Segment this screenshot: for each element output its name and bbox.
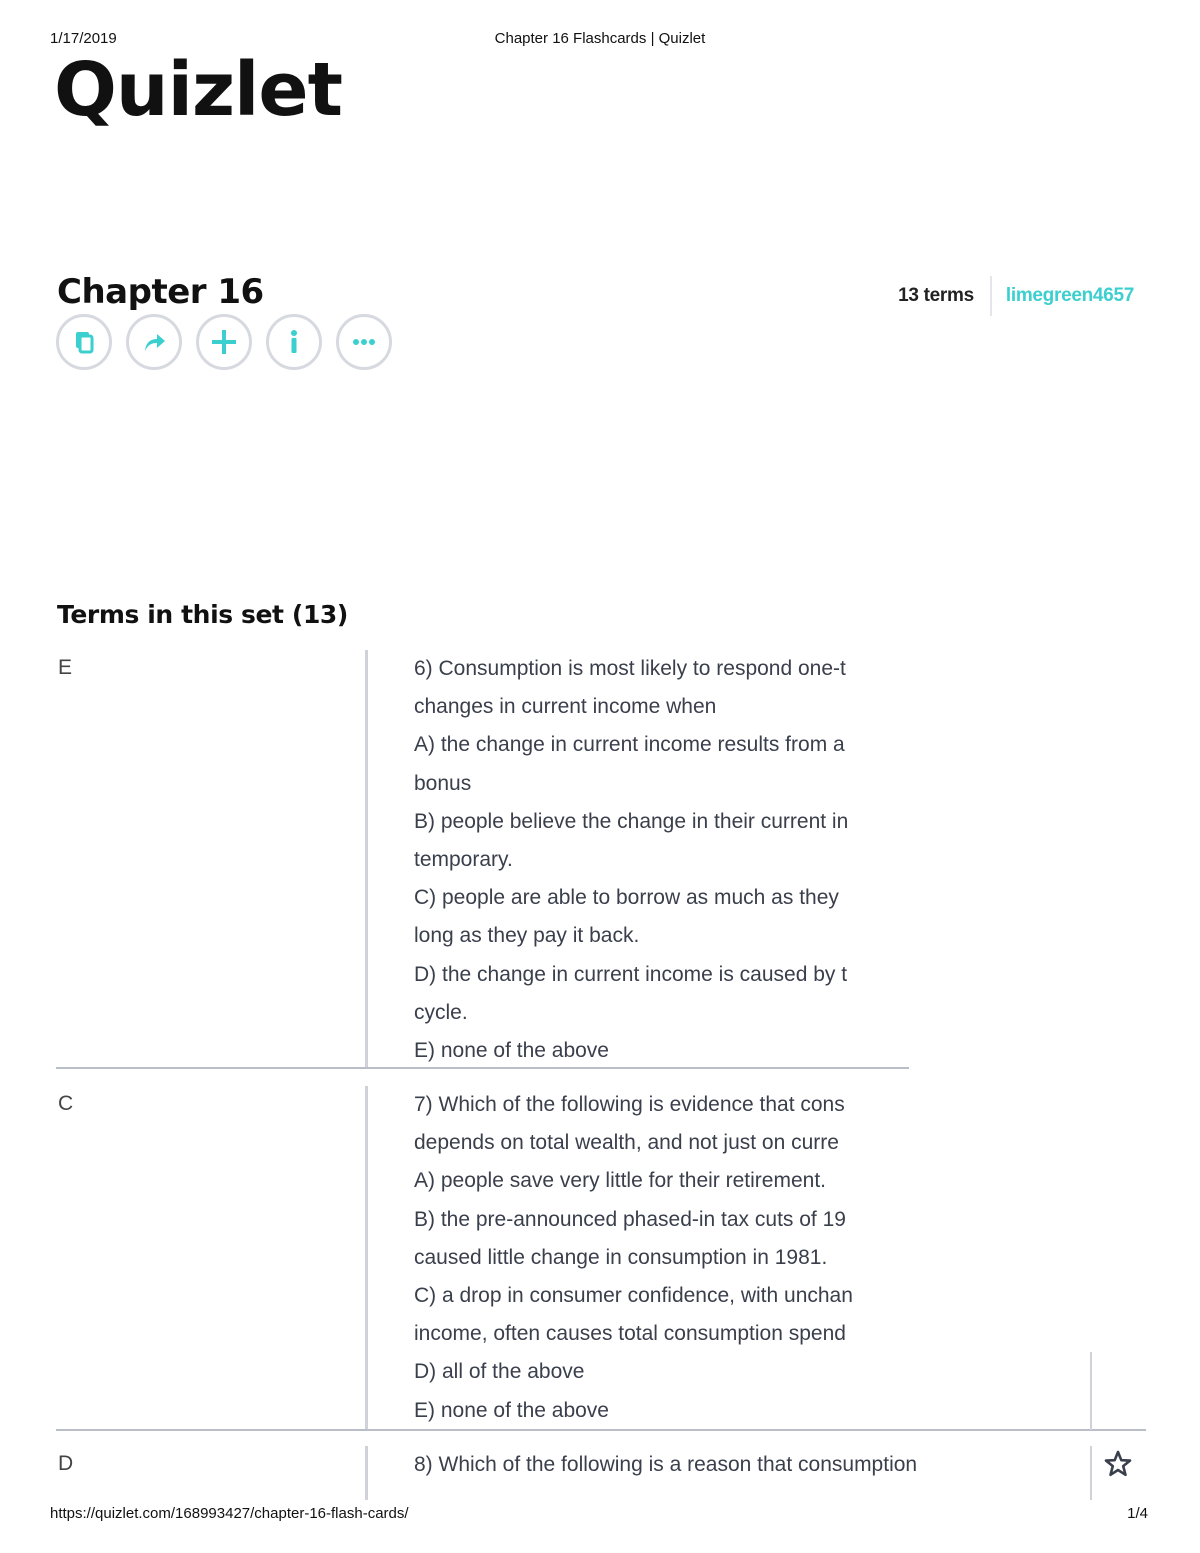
- definition-line: D) all of the above: [414, 1360, 585, 1384]
- definition-line: B) people believe the change in their current in: [414, 809, 849, 833]
- term-text: D: [58, 1452, 74, 1475]
- add-icon: [209, 327, 239, 357]
- row-separator: [56, 1429, 1146, 1431]
- share-icon: [139, 327, 169, 357]
- row-divider: [365, 1086, 368, 1430]
- more-button[interactable]: [336, 314, 392, 370]
- definition-line: depends on total wealth, and not just on curre: [414, 1131, 839, 1155]
- row-divider: [365, 650, 368, 1068]
- row-controls-divider: [1090, 1352, 1092, 1430]
- terms-heading: Terms in this set (13): [57, 600, 348, 629]
- definition-line: changes in current income when: [414, 695, 717, 719]
- definition-line: C) a drop in consumer confidence, with unchan: [414, 1284, 853, 1308]
- print-date: 1/17/2019: [50, 30, 117, 47]
- print-url: https://quizlet.com/168993427/chapter-16-flash-cards/: [50, 1505, 409, 1522]
- set-title: Chapter 16: [57, 272, 264, 312]
- term-row: [56, 1446, 1096, 1500]
- term-text: E: [58, 656, 73, 679]
- set-actions: [56, 314, 406, 370]
- definition-text: [414, 1446, 1074, 1484]
- definition-line: 7) Which of the following is evidence that cons: [414, 1093, 845, 1116]
- definition-text: [414, 1086, 910, 1430]
- author-link[interactable]: limegreen4657: [1005, 285, 1134, 306]
- definition-text: [414, 650, 910, 1070]
- definition-line: temporary.: [414, 848, 513, 872]
- row-controls-divider: [1090, 1446, 1092, 1500]
- row-separator: [56, 1067, 909, 1069]
- copy-button[interactable]: [56, 314, 112, 370]
- definition-line: E) none of the above: [414, 1039, 609, 1063]
- term-row: [56, 1086, 1148, 1432]
- definition-line: 6) Consumption is most likely to respond one-t: [414, 657, 846, 680]
- print-page-number: 1/4: [1127, 1505, 1148, 1522]
- definition-line: D) the change in current income is caused by t: [414, 962, 848, 986]
- add-button[interactable]: [196, 314, 252, 370]
- definition-line: income, often causes total consumption spend: [414, 1322, 846, 1346]
- quizlet-logo[interactable]: Quizlet: [54, 47, 342, 133]
- terms-count: 13 terms: [898, 285, 974, 306]
- more-icon: [349, 327, 379, 357]
- definition-line: A) people save very little for their retirement.: [414, 1169, 827, 1193]
- definition-line: cycle.: [414, 1000, 468, 1024]
- definition-line: bonus: [414, 771, 472, 795]
- print-page-title: Chapter 16 Flashcards | Quizlet: [494, 30, 706, 47]
- definition-line: caused little change in consumption in 1981.: [414, 1245, 828, 1269]
- copy-icon: [69, 327, 99, 357]
- row-divider: [365, 1446, 368, 1500]
- definition-line: A) the change in current income results from a: [414, 733, 845, 757]
- info-button[interactable]: [266, 314, 322, 370]
- term-row: [56, 650, 912, 1070]
- print-footer: [50, 1505, 1148, 1525]
- term-text: C: [58, 1092, 74, 1115]
- share-button[interactable]: [126, 314, 182, 370]
- definition-line: 8) Which of the following is a reason that consumption: [414, 1453, 918, 1476]
- definition-line: long as they pay it back.: [414, 924, 640, 948]
- set-meta: [898, 280, 1134, 312]
- star-icon[interactable]: [1104, 1450, 1132, 1478]
- definition-line: C) people are able to borrow as much as they: [414, 886, 839, 910]
- definition-line: E) none of the above: [414, 1398, 609, 1422]
- info-icon: [279, 327, 309, 357]
- meta-divider: [990, 276, 992, 316]
- definition-line: B) the pre-announced phased-in tax cuts of 19: [414, 1207, 846, 1231]
